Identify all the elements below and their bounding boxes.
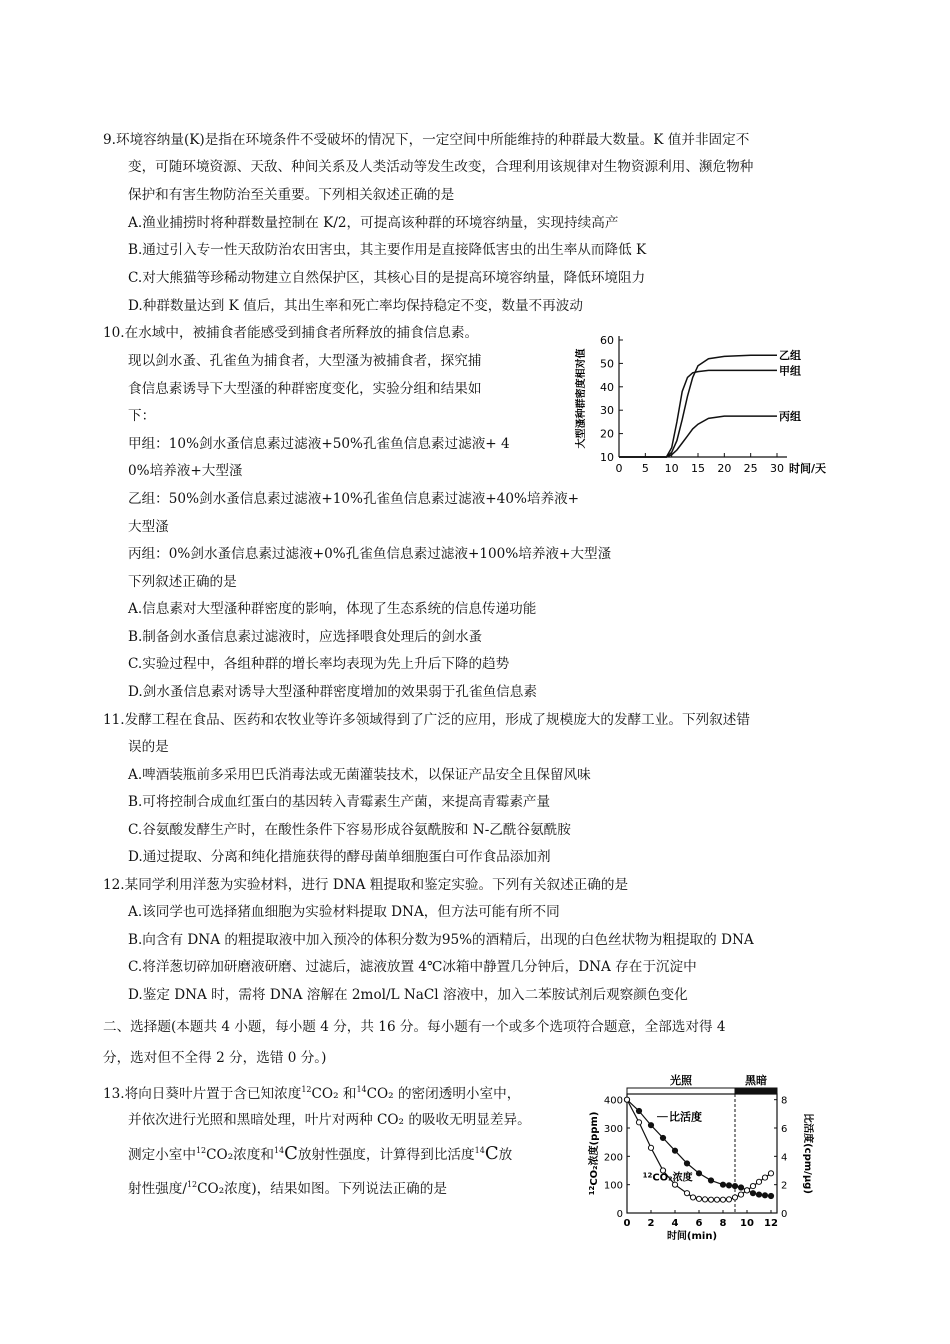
x-tick-label: 2 (647, 1218, 655, 1229)
series-point-1 (732, 1195, 737, 1200)
q10-option-c: C.实验过程中，各组种群的增长率均表现为先上升后下降的趋势 (128, 656, 510, 672)
q11-stem-line-1: 11.发酵工程在食品、医药和农牧业等许多领域得到了广泛的应用，形成了规模庞大的发酵工业。下列叙述错 (103, 712, 750, 728)
y-left-tick-label: 200 (603, 1152, 623, 1164)
q9-option-a: A.渔业捕捞时将种群数量控制在 K/2，可提高该种群的环境容纳量，实现持续高产 (128, 215, 619, 231)
y-tick-label: 20 (600, 427, 614, 441)
x-axis-label: 时间(min) (666, 1231, 718, 1242)
series-label-co2-text: CO₂浓度 (652, 1172, 693, 1184)
x-tick-label: 12 (764, 1218, 778, 1229)
section2-header-line-1: 二、选择题(本题共 4 小题，每小题 4 分，共 16 分。每小题有一个或多个选项符合题意，全部选对得 4 (103, 1019, 726, 1035)
q11-option-d: D.通过提取、分离和纯化措施获得的酵母菌单细胞蛋白可作食品添加剂 (128, 849, 551, 865)
q9-stem-line-1: 9.环境容纳量(K)是指在环境条件不受破坏的情况下，一定空间中所能维持的种群最大数量。K 值并非固定不 (103, 132, 750, 148)
q11-option-a: A.啤酒装瓶前多采用巴氏消毒法或无菌灌装技术，以保证产品安全且保留风味 (128, 767, 591, 783)
q10-group-jia-line-2: 0%培养液+大型溞 (128, 463, 243, 479)
series-point-1 (738, 1192, 743, 1197)
y-right-axis-label: 比活度(cpm/μg) (802, 1113, 813, 1194)
co2-specific-activity-chart (585, 1068, 815, 1248)
series-point-0 (726, 1183, 731, 1188)
q11-option-b: B.可将控制合成血红蛋白的基因转入青霉素生产菌，来提高青霉素产量 (128, 794, 551, 810)
series-label-1: 甲组 (779, 364, 801, 378)
q9-option-d: D.种群数量达到 K 值后，其出生率和死亡率均保持稳定不变，数量不再波动 (128, 298, 583, 314)
series-label-co2 (643, 1170, 693, 1183)
y-tick-label: 10 (600, 451, 614, 464)
y-tick-label: 30 (600, 404, 614, 418)
y-right-tick-label: 2 (781, 1180, 788, 1192)
y-right-tick-label: 4 (781, 1152, 788, 1164)
series-point-0 (684, 1161, 689, 1166)
q10-option-b: B.制备剑水蚤信息素过滤液时，应选择喂食处理后的剑水蚤 (128, 629, 483, 645)
x-tick-label: 6 (695, 1218, 703, 1229)
series-point-1 (648, 1145, 653, 1150)
q10-group-yi-line-1: 乙组：50%剑水蚤信息素过滤液+10%孔雀鱼信息素过滤液+40%培养液+ (128, 491, 580, 507)
y-left-axis-label-sup: 12 (588, 1185, 596, 1196)
q12-option-d: D.鉴定 DNA 时，需将 DNA 溶解在 2mol/L NaCl 溶液中，加入二苯胺试剂后观察颜色变化 (128, 987, 688, 1003)
q13-stem-line-1: 13.将向日葵叶片置于含已知浓度$^{12}$CO₂ 和$^{14}$CO₂ 的密闭透明小室中， (103, 1085, 521, 1102)
x-axis-label: 时间/天 (789, 462, 827, 475)
series-point-1 (696, 1196, 701, 1201)
x-tick-label: 5 (641, 462, 649, 475)
y-tick-label: 60 (600, 334, 614, 347)
series-point-1 (726, 1197, 731, 1202)
series-point-0 (720, 1182, 725, 1187)
x-tick-label: 0 (615, 462, 623, 475)
series-point-1 (756, 1179, 761, 1184)
q11-option-c: C.谷氨酸发酵生产时，在酸性条件下容易形成谷氨酰胺和 N-乙酰谷氨酰胺 (128, 822, 571, 838)
q12-option-a: A.该同学也可选择猪血细胞为实验材料提取 DNA，但方法可能有所不同 (128, 904, 560, 920)
x-tick-label: 4 (671, 1218, 679, 1229)
series-label-0: 乙组 (779, 349, 801, 363)
series-label-activity: 比活度 (669, 1110, 702, 1124)
x-tick-label: 15 (691, 462, 705, 475)
y-right-tick-label: 6 (781, 1124, 788, 1135)
series-point-1 (714, 1197, 719, 1202)
q10-group-jia-line-1: 甲组：10%剑水蚤信息素过滤液+50%孔雀鱼信息素过滤液+ 4 (128, 436, 510, 452)
y-axis-label: 大型溞种群密度相对值 (576, 348, 587, 449)
q10-question: 下列叙述正确的是 (128, 574, 237, 590)
q10-option-d: D.剑水蚤信息素对诱导大型溞种群密度增加的效果弱于孔雀鱼信息素 (128, 684, 537, 700)
series-point-1 (762, 1175, 767, 1180)
series-point-0 (660, 1135, 665, 1140)
q12-option-c: C.将洋葱切碎加研磨液研磨、过滤后，滤液放置 4℃冰箱中静置几分钟后，DNA 存在于沉淀中 (128, 959, 697, 975)
series-point-0 (648, 1123, 653, 1128)
q10-option-a: A.信息素对大型溞种群密度的影响，体现了生态系统的信息传递功能 (128, 601, 537, 617)
series-point-0 (732, 1183, 737, 1188)
y-right-tick-label: 0 (781, 1209, 788, 1220)
x-tick-label: 30 (770, 462, 784, 475)
y-left-tick-label: 300 (603, 1124, 623, 1135)
series-point-1 (702, 1197, 707, 1202)
q9-option-b: B.通过引入专一性天敌防治农田害虫，其主要作用是直接降低害虫的出生率从而降低 K (128, 242, 647, 258)
x-tick-label: 20 (717, 462, 732, 475)
series-point-0 (738, 1185, 743, 1190)
series-point-1 (720, 1197, 725, 1202)
series-point-0 (768, 1193, 773, 1198)
series-label-co2-sup: 12 (642, 1171, 653, 1180)
section2-header-line-2: 分，选对但不全得 2 分，选错 0 分。) (103, 1050, 327, 1066)
q9-stem-line-3: 保护和有害生物防治至关重要。下列相关叙述正确的是 (128, 187, 455, 203)
y-right-tick-label: 8 (781, 1095, 788, 1107)
series-point-0 (696, 1171, 701, 1176)
series-point-0 (750, 1191, 755, 1196)
q13-stem-line-2: 并依次进行光照和黑暗处理，叶片对两种 CO₂ 的吸收无明显差异。 (128, 1112, 531, 1128)
series-label-2: 丙组 (779, 410, 801, 424)
series-point-0 (756, 1192, 761, 1197)
x-tick-label: 10 (664, 462, 679, 475)
y-left-axis-label-text: CO₂浓度(ppm) (589, 1111, 600, 1186)
y-left-tick-label: 100 (603, 1180, 623, 1192)
q12-option-b: B.向含有 DNA 的粗提取液中加入预冷的体积分数为95%的酒精后，出现的白色丝状物为粗提取的 DNA (128, 932, 754, 948)
y-left-tick-label: 0 (616, 1209, 623, 1220)
q9-option-c: C.对大熊猫等珍稀动物建立自然保护区，其核心目的是提高环境容纳量，降低环境阻力 (128, 270, 646, 286)
series-point-1 (750, 1183, 755, 1188)
y-tick-label: 40 (600, 380, 614, 394)
q11-stem-line-2: 误的是 (128, 739, 169, 755)
series-point-0 (762, 1193, 767, 1198)
series-line-1 (619, 370, 777, 457)
q13-stem-line-3: 测定小室中$^{12}$CO₂浓度和$^{14}$C放射性强度，计算得到比活度$^{14}$C放 (128, 1143, 513, 1164)
phase-label-light: 光照 (670, 1074, 692, 1087)
q10-stem-line-4: 下： (128, 408, 156, 424)
y-left-tick-label: 400 (603, 1095, 623, 1107)
light-phase-bar (627, 1088, 735, 1094)
q9-stem-line-2: 变，可随环境资源、天敌、种间关系及人类活动等发生改变，合理利用该规律对生物资源利用、濒危物种 (128, 159, 754, 175)
phase-label-dark: 黑暗 (745, 1074, 767, 1087)
series-point-1 (768, 1171, 773, 1176)
population-density-chart (565, 330, 845, 488)
y-left-axis-label (587, 1112, 600, 1196)
series-point-0 (636, 1108, 641, 1113)
x-tick-label: 8 (719, 1218, 727, 1229)
q12-stem: 12.某同学利用洋葱为实验材料，进行 DNA 粗提取和鉴定实验。下列有关叙述正确的是 (103, 877, 629, 893)
series-point-1 (690, 1195, 695, 1200)
q10-group-yi-line-2: 大型溞 (128, 519, 169, 535)
series-point-1 (636, 1120, 641, 1125)
dark-phase-bar (735, 1088, 777, 1094)
series-point-1 (684, 1191, 689, 1196)
x-tick-label: 25 (743, 462, 758, 475)
x-tick-label: 0 (623, 1218, 631, 1229)
y-tick-label: 50 (600, 357, 614, 371)
q10-stem-line-3: 食信息素诱导下大型溞的种群密度变化，实验分组和结果如 (128, 381, 482, 397)
series-point-0 (708, 1178, 713, 1183)
series-point-1 (708, 1197, 713, 1202)
q10-stem-line-1: 10.在水域中，被捕食者能感受到捕食者所释放的捕食信息素。 (103, 325, 479, 341)
series-point-1 (744, 1188, 749, 1193)
series-point-0 (672, 1148, 677, 1153)
series-point-1 (624, 1097, 629, 1102)
q10-group-bing: 丙组：0%剑水蚤信息素过滤液+0%孔雀鱼信息素过滤液+100%培养液+大型溞 (128, 546, 612, 562)
q13-stem-line-4: 射性强度/$^{12}$CO₂浓度)，结果如图。下列说法正确的是 (128, 1180, 447, 1197)
series-line-2 (619, 416, 777, 457)
x-tick-label: 10 (740, 1218, 754, 1229)
q10-stem-line-2: 现以剑水蚤、孔雀鱼为捕食者，大型溞为被捕食者，探究捕 (128, 353, 482, 369)
